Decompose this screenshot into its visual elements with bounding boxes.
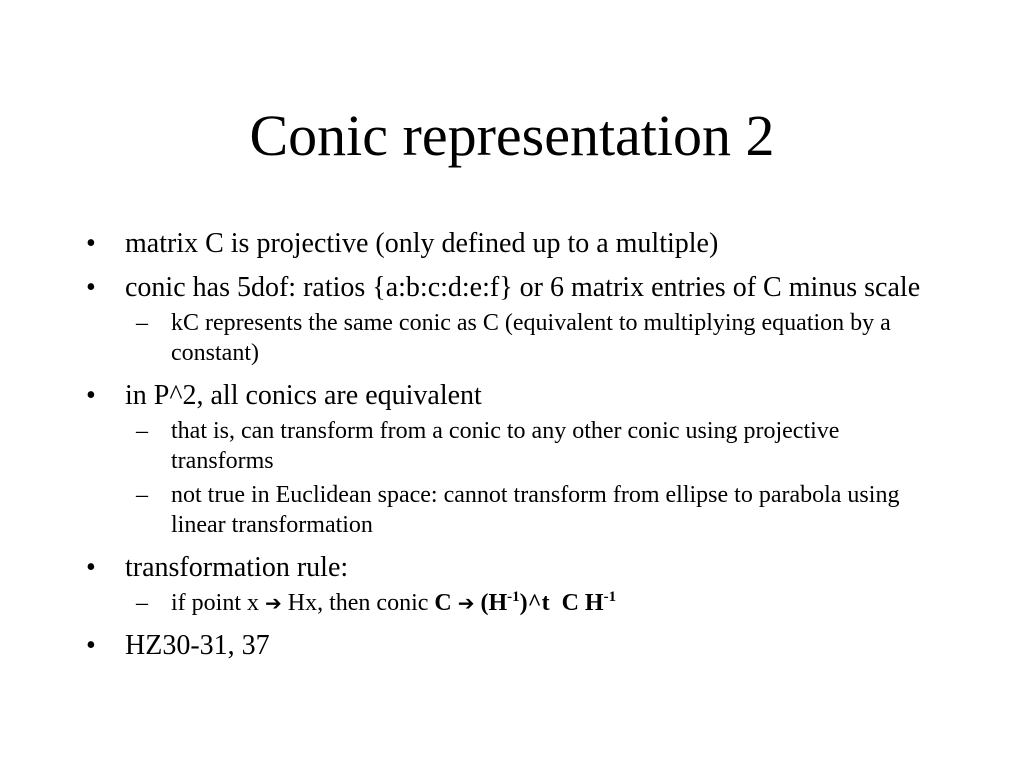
bullet-mark: • (86, 272, 96, 303)
sub-bullet-item (84, 416, 944, 476)
bullet-text: conic has 5dof: ratios {a:b:c:d:e:f} or 6 matrix entries of C minus scale (125, 272, 921, 303)
rule-text-part: if point x (171, 590, 265, 616)
bullet-mark: • (86, 228, 96, 259)
right-arrow-icon: ➔ (265, 591, 282, 615)
sub-bullet-item (84, 308, 944, 368)
sub-bullet-mark: – (136, 310, 148, 336)
formula-h-open: (H (480, 590, 508, 616)
sub-bullet-mark: – (136, 590, 148, 616)
bullet-text: matrix C is projective (only defined up to a multiple) (125, 228, 719, 259)
bullet-mark: • (86, 380, 96, 411)
formula-close: )^t C H (519, 590, 604, 616)
right-arrow-icon: ➔ (457, 591, 475, 615)
bullet-item (84, 628, 944, 663)
slide-body (84, 226, 944, 672)
sub-bullet-mark: – (136, 482, 148, 508)
bullet-item (84, 270, 944, 305)
bullet-item (84, 226, 944, 261)
sub-bullet-mark: – (136, 418, 148, 444)
rule-text-part: Hx, then conic (281, 590, 435, 616)
bullet-text: in P^2, all conics are equivalent (125, 380, 482, 411)
bullet-text: transformation rule: (125, 552, 349, 583)
bullet-mark: • (86, 552, 96, 583)
bullet-item (84, 550, 944, 585)
sub-bullet-text: not true in Euclidean space: cannot transform from ellipse to parabola using linear transformation (171, 482, 900, 538)
sub-bullet-text (171, 590, 616, 616)
sub-bullet-item (84, 588, 944, 618)
formula-superscript: -1 (603, 589, 617, 605)
sub-bullet-item (84, 480, 944, 540)
slide-title: Conic representation 2 (249, 103, 775, 168)
formula-superscript: -1 (507, 589, 520, 605)
bullet-item (84, 378, 944, 413)
bullet-mark: • (86, 630, 96, 661)
bullet-text: HZ30-31, 37 (125, 630, 270, 661)
conic-symbol: C (434, 590, 452, 616)
sub-bullet-text: that is, can transform from a conic to any other conic using projective transforms (171, 418, 840, 474)
sub-bullet-text: kC represents the same conic as C (equivalent to multiplying equation by a constant) (171, 310, 891, 366)
